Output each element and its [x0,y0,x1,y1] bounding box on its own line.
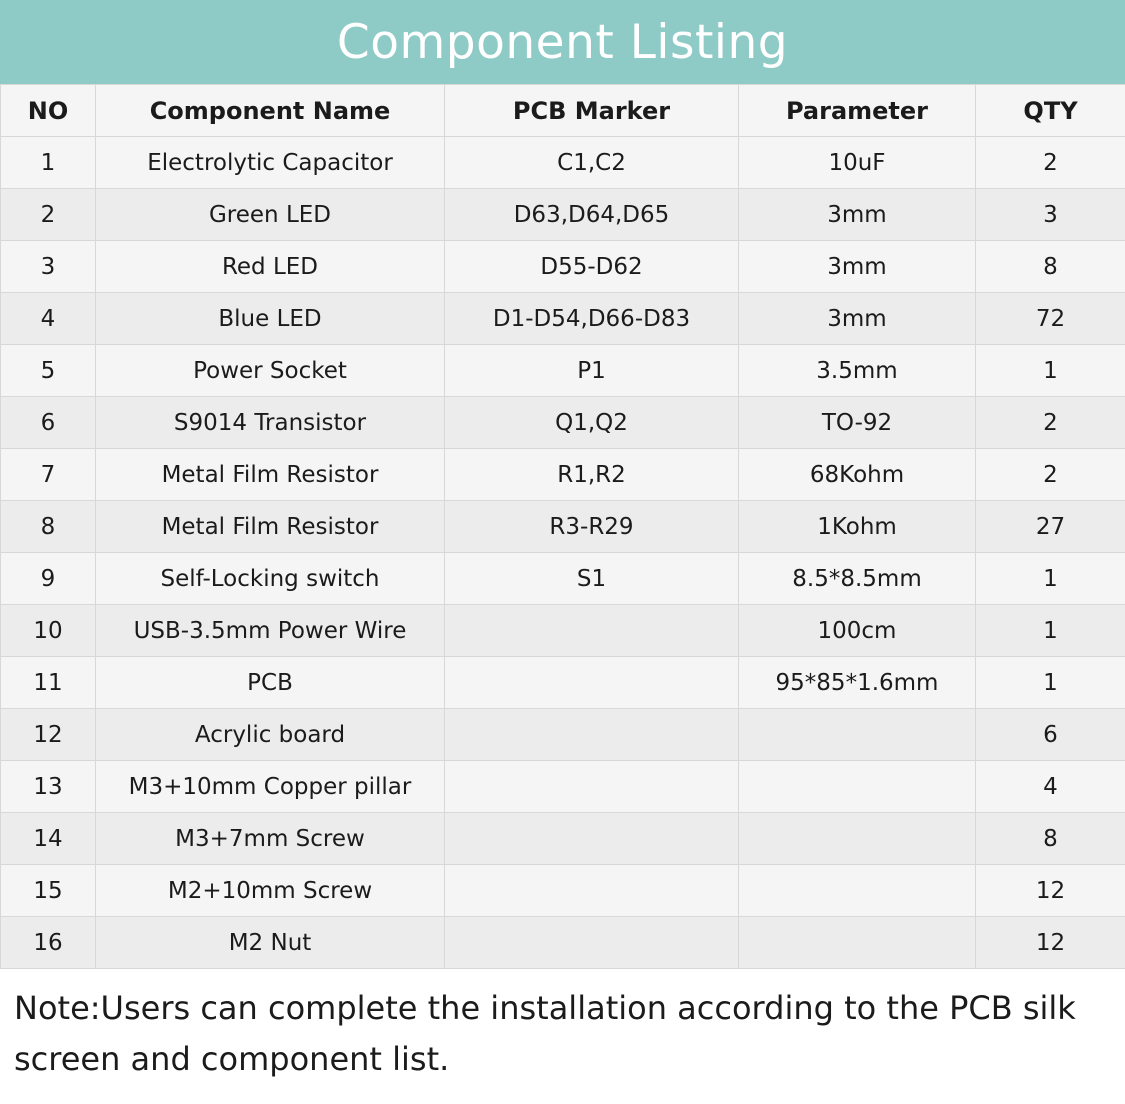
cell-parameter: 3mm [739,189,976,241]
table-row [1,449,1125,501]
cell-marker: D55-D62 [445,241,739,293]
cell-parameter: 10uF [739,137,976,189]
cell-parameter: 1Kohm [739,501,976,553]
cell-no: 9 [1,553,96,605]
cell-name: M2+10mm Screw [96,865,445,917]
cell-name: M2 Nut [96,917,445,969]
table-row [1,293,1125,345]
cell-qty: 8 [976,241,1125,293]
cell-marker [445,917,739,969]
cell-marker: C1,C2 [445,137,739,189]
table-header-row [1,85,1125,137]
column-header-component-name: Component Name [96,85,445,137]
cell-marker [445,709,739,761]
cell-qty: 2 [976,137,1125,189]
cell-parameter: 3.5mm [739,345,976,397]
cell-parameter [739,865,976,917]
cell-marker: D63,D64,D65 [445,189,739,241]
table-row [1,761,1125,813]
cell-qty: 1 [976,657,1125,709]
cell-marker [445,657,739,709]
cell-marker: R3-R29 [445,501,739,553]
table-row [1,345,1125,397]
table-row [1,865,1125,917]
cell-marker: P1 [445,345,739,397]
table-row [1,189,1125,241]
cell-no: 5 [1,345,96,397]
cell-qty: 1 [976,553,1125,605]
table-row [1,813,1125,865]
cell-parameter: 68Kohm [739,449,976,501]
table-row [1,709,1125,761]
cell-name: Blue LED [96,293,445,345]
cell-name: Red LED [96,241,445,293]
cell-name: Power Socket [96,345,445,397]
table-row [1,657,1125,709]
cell-qty: 1 [976,605,1125,657]
cell-qty: 12 [976,917,1125,969]
cell-name: Acrylic board [96,709,445,761]
column-header-qty: QTY [976,85,1125,137]
page-header [0,0,1125,84]
table-row [1,553,1125,605]
table-body [1,137,1125,969]
cell-no: 3 [1,241,96,293]
cell-no: 16 [1,917,96,969]
cell-name: Metal Film Resistor [96,501,445,553]
cell-no: 12 [1,709,96,761]
table-row [1,605,1125,657]
cell-no: 4 [1,293,96,345]
cell-no: 8 [1,501,96,553]
table-row [1,397,1125,449]
cell-parameter [739,709,976,761]
cell-no: 7 [1,449,96,501]
table-row [1,501,1125,553]
cell-marker [445,761,739,813]
cell-parameter: 100cm [739,605,976,657]
cell-parameter [739,761,976,813]
cell-parameter: 3mm [739,241,976,293]
table-row [1,137,1125,189]
cell-name: M3+7mm Screw [96,813,445,865]
cell-no: 11 [1,657,96,709]
cell-no: 6 [1,397,96,449]
cell-name: M3+10mm Copper pillar [96,761,445,813]
cell-name: Self-Locking switch [96,553,445,605]
cell-name: Green LED [96,189,445,241]
cell-marker [445,865,739,917]
cell-no: 13 [1,761,96,813]
cell-parameter [739,813,976,865]
table-row [1,917,1125,969]
component-table [0,84,1125,969]
installation-note: Note:Users can complete the installation according to the PCB silk screen and component list. [14,989,1076,1078]
column-header-parameter: Parameter [739,85,976,137]
cell-no: 14 [1,813,96,865]
cell-qty: 4 [976,761,1125,813]
cell-name: S9014 Transistor [96,397,445,449]
cell-no: 15 [1,865,96,917]
cell-qty: 6 [976,709,1125,761]
cell-marker: Q1,Q2 [445,397,739,449]
cell-name: PCB [96,657,445,709]
cell-qty: 3 [976,189,1125,241]
cell-qty: 27 [976,501,1125,553]
cell-parameter: 3mm [739,293,976,345]
cell-qty: 1 [976,345,1125,397]
cell-name: Electrolytic Capacitor [96,137,445,189]
page-title: Component Listing [336,14,789,70]
cell-no: 10 [1,605,96,657]
cell-qty: 2 [976,449,1125,501]
cell-qty: 12 [976,865,1125,917]
cell-parameter [739,917,976,969]
cell-no: 1 [1,137,96,189]
cell-qty: 8 [976,813,1125,865]
column-header-pcb-marker: PCB Marker [445,85,739,137]
cell-parameter: 8.5*8.5mm [739,553,976,605]
cell-no: 2 [1,189,96,241]
table-row [1,241,1125,293]
cell-marker: R1,R2 [445,449,739,501]
cell-marker [445,605,739,657]
cell-marker: D1-D54,D66-D83 [445,293,739,345]
cell-name: USB-3.5mm Power Wire [96,605,445,657]
cell-marker: S1 [445,553,739,605]
cell-qty: 2 [976,397,1125,449]
table-header [1,85,1125,137]
cell-qty: 72 [976,293,1125,345]
cell-parameter: TO-92 [739,397,976,449]
cell-parameter: 95*85*1.6mm [739,657,976,709]
cell-name: Metal Film Resistor [96,449,445,501]
cell-marker [445,813,739,865]
column-header-no: NO [1,85,96,137]
